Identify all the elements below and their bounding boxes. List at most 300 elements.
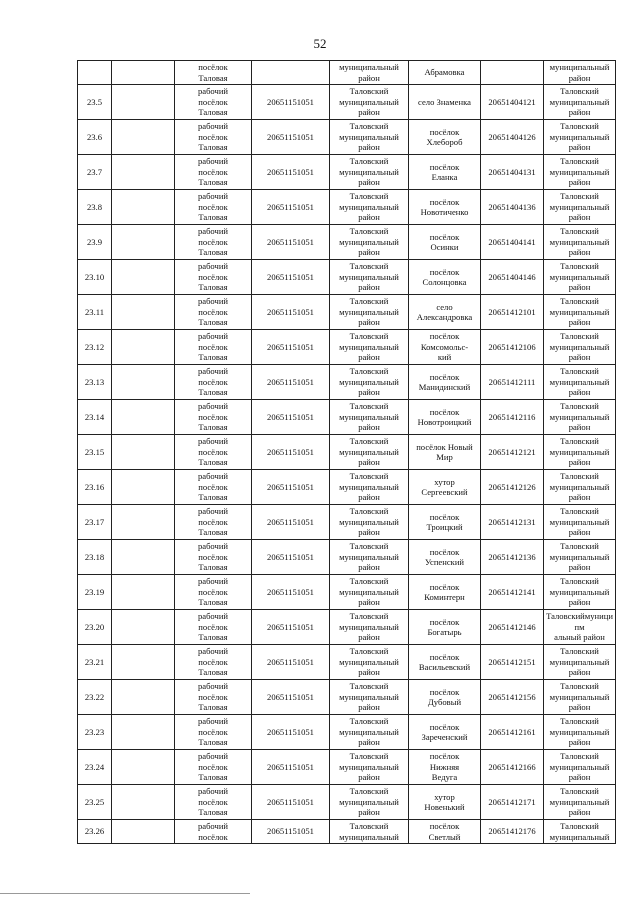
cell-region-line: муниципальный bbox=[549, 306, 610, 317]
cell-district-line: Таловский bbox=[349, 821, 389, 832]
cell-region bbox=[544, 365, 616, 400]
cell-district bbox=[330, 295, 409, 330]
cell-region bbox=[544, 470, 616, 505]
table-row bbox=[78, 645, 616, 680]
cell-district-line: муниципальный bbox=[339, 131, 399, 142]
cell-blank bbox=[112, 505, 175, 540]
cell-region-line: муниципальный bbox=[549, 656, 610, 667]
cell-district-line: муниципальный bbox=[339, 796, 399, 807]
cell-blank bbox=[112, 120, 175, 155]
cell-settlement bbox=[175, 435, 252, 470]
cell-district-line: район bbox=[358, 387, 380, 398]
cell-settlement-line: посёлок bbox=[198, 831, 228, 842]
cell-region-line: Таловский bbox=[560, 716, 599, 727]
cell-oktmo: 20651151051 bbox=[252, 505, 330, 540]
cell-oktmo: 20651151051 bbox=[252, 190, 330, 225]
cell-settlement-line: рабочий bbox=[197, 751, 229, 762]
cell-region-line: муниципальный bbox=[549, 551, 610, 562]
cell-region bbox=[544, 820, 616, 844]
table-row bbox=[78, 435, 616, 470]
cell-district bbox=[330, 61, 409, 85]
cell-settlement-line: посёлок bbox=[198, 201, 228, 212]
cell-district-line: Таловский bbox=[349, 541, 389, 552]
cell-blank bbox=[112, 435, 175, 470]
cell-settlement-line: посёлок bbox=[198, 796, 228, 807]
cell-settlement bbox=[175, 505, 252, 540]
cell-blank bbox=[112, 645, 175, 680]
cell-code: 20651412121 bbox=[481, 435, 544, 470]
cell-district-line: муниципальный bbox=[339, 481, 399, 492]
cell-settlement-line: рабочий bbox=[197, 471, 229, 482]
cell-district-line: район bbox=[358, 317, 380, 328]
bottom-rule bbox=[0, 893, 250, 894]
cell-settlement-line: посёлок bbox=[198, 271, 228, 282]
cell-settlement bbox=[175, 365, 252, 400]
cell-region bbox=[544, 295, 616, 330]
cell-locality-line: Осинки bbox=[430, 242, 459, 252]
cell-region-line: район bbox=[568, 492, 591, 503]
cell-locality-line: Мир bbox=[436, 452, 453, 462]
cell-district bbox=[330, 820, 409, 844]
cell-blank bbox=[112, 680, 175, 715]
cell-region-line: альный район bbox=[554, 632, 605, 643]
cell-settlement bbox=[175, 61, 252, 85]
cell-district bbox=[330, 400, 409, 435]
cell-code: 20651412111 bbox=[481, 365, 544, 400]
cell-settlement-line: Таловая bbox=[198, 142, 228, 153]
cell-district bbox=[330, 365, 409, 400]
cell-settlement-line: рабочий bbox=[197, 611, 229, 622]
cell-settlement bbox=[175, 785, 252, 820]
cell-district bbox=[330, 470, 409, 505]
cell-settlement-line: рабочий bbox=[197, 86, 229, 97]
cell-region bbox=[544, 61, 616, 85]
cell-locality-line: Васильевский bbox=[418, 662, 471, 672]
cell-settlement-line: Таловая bbox=[198, 597, 228, 608]
cell-code: 20651412156 bbox=[481, 680, 544, 715]
cell-settlement bbox=[175, 260, 252, 295]
cell-district bbox=[330, 505, 409, 540]
cell-region-line: район bbox=[568, 72, 591, 83]
cell-oktmo: 20651151051 bbox=[252, 575, 330, 610]
cell-district bbox=[330, 540, 409, 575]
cell-blank bbox=[112, 750, 175, 785]
cell-district-line: Таловский bbox=[349, 436, 389, 447]
cell-region-line: Таловский bbox=[560, 506, 599, 517]
cell-region-line: Таловский bbox=[560, 646, 599, 657]
cell-oktmo: 20651151051 bbox=[252, 155, 330, 190]
cell-settlement-line: Таловая bbox=[198, 772, 228, 783]
cell-settlement-line: посёлок bbox=[198, 586, 228, 597]
cell-district-line: район bbox=[358, 527, 380, 538]
cell-locality-line: кий bbox=[437, 352, 452, 363]
cell-settlement-line: Таловая bbox=[198, 457, 228, 468]
cell-district-line: Таловский bbox=[349, 681, 389, 692]
cell-number: 23.21 bbox=[78, 645, 112, 680]
cell-district-line: Таловский bbox=[349, 366, 389, 377]
cell-settlement bbox=[175, 610, 252, 645]
cell-oktmo: 20651151051 bbox=[252, 295, 330, 330]
cell-settlement bbox=[175, 225, 252, 260]
cell-locality-line: Александровка bbox=[416, 312, 473, 322]
cell-oktmo: 20651151051 bbox=[252, 715, 330, 750]
table-row bbox=[78, 820, 616, 844]
cell-district-line: Таловский bbox=[349, 786, 389, 797]
cell-region-line: муниципальный bbox=[549, 201, 610, 212]
cell-blank bbox=[112, 295, 175, 330]
cell-locality bbox=[409, 540, 481, 575]
cell-oktmo: 20651151051 bbox=[252, 85, 330, 120]
cell-region-line: муниципальный bbox=[549, 166, 610, 177]
cell-oktmo: 20651151051 bbox=[252, 330, 330, 365]
cell-settlement-line: Таловая bbox=[198, 72, 228, 83]
cell-locality bbox=[409, 610, 481, 645]
cell-locality bbox=[409, 400, 481, 435]
cell-district bbox=[330, 120, 409, 155]
cell-region-line: Таловский bbox=[560, 541, 599, 552]
cell-number: 23.12 bbox=[78, 330, 112, 365]
cell-locality-line: посёлок bbox=[429, 616, 460, 627]
cell-code: 20651412176 bbox=[481, 820, 544, 844]
cell-district-line: Таловский bbox=[349, 471, 389, 482]
cell-district-line: муниципальный bbox=[339, 551, 399, 562]
table-row bbox=[78, 540, 616, 575]
cell-district-line: Таловский bbox=[349, 261, 389, 272]
cell-region-line: муниципальный bbox=[549, 96, 610, 107]
cell-locality-line: посёлок bbox=[429, 581, 460, 592]
settlements-table bbox=[77, 60, 616, 844]
cell-settlement-line: Таловая bbox=[198, 632, 228, 643]
cell-oktmo: 20651151051 bbox=[252, 365, 330, 400]
cell-settlement-line: Таловая bbox=[198, 282, 228, 293]
cell-settlement-line: рабочий bbox=[197, 156, 229, 167]
table-row bbox=[78, 400, 616, 435]
table-row bbox=[78, 260, 616, 295]
cell-settlement-line: рабочий bbox=[197, 821, 229, 832]
cell-district bbox=[330, 85, 409, 120]
cell-locality-line: посёлок bbox=[429, 721, 460, 732]
cell-oktmo: 20651151051 bbox=[252, 820, 330, 844]
cell-region-line: муниципальный bbox=[549, 411, 610, 422]
table-row bbox=[78, 785, 616, 820]
cell-settlement-line: рабочий bbox=[197, 716, 229, 727]
cell-settlement bbox=[175, 820, 252, 844]
cell-settlement bbox=[175, 85, 252, 120]
cell-locality-line: Нижняя bbox=[429, 761, 460, 772]
cell-district-line: Таловский bbox=[349, 611, 389, 622]
table-row bbox=[78, 190, 616, 225]
table-row bbox=[78, 365, 616, 400]
cell-region-line: район bbox=[568, 562, 591, 573]
cell-blank bbox=[112, 540, 175, 575]
cell-region bbox=[544, 750, 616, 785]
page-number: 52 bbox=[313, 36, 327, 51]
cell-district bbox=[330, 225, 409, 260]
cell-settlement-line: Таловая bbox=[198, 317, 228, 328]
cell-region-line: муниципальный bbox=[549, 516, 610, 527]
cell-district bbox=[330, 260, 409, 295]
cell-number bbox=[78, 61, 112, 85]
cell-settlement-line: рабочий bbox=[197, 541, 229, 552]
cell-settlement bbox=[175, 750, 252, 785]
cell-settlement-line: рабочий bbox=[197, 646, 229, 657]
cell-district-line: Таловский bbox=[349, 191, 389, 202]
cell-settlement-line: посёлок bbox=[198, 62, 228, 73]
cell-settlement-line: Таловая bbox=[198, 807, 228, 818]
cell-locality bbox=[409, 260, 481, 295]
cell-locality-line: Светлый bbox=[428, 831, 461, 842]
cell-region bbox=[544, 400, 616, 435]
cell-region-line: район bbox=[568, 527, 591, 538]
cell-region-line: муниципальный bbox=[549, 62, 610, 73]
cell-region-line: район bbox=[568, 107, 591, 118]
cell-settlement-line: посёлок bbox=[198, 481, 228, 492]
cell-settlement-line: Таловая bbox=[198, 492, 228, 503]
cell-district-line: муниципальный bbox=[339, 831, 399, 842]
cell-locality-line: посёлок bbox=[429, 406, 460, 417]
cell-district bbox=[330, 680, 409, 715]
cell-number: 23.9 bbox=[78, 225, 112, 260]
cell-district-line: муниципальный bbox=[339, 761, 399, 772]
cell-number: 23.5 bbox=[78, 85, 112, 120]
cell-settlement-line: Таловая bbox=[198, 107, 228, 118]
cell-locality-line: Солонцовка bbox=[422, 277, 467, 287]
cell-district bbox=[330, 750, 409, 785]
cell-district-line: район bbox=[358, 352, 380, 363]
cell-blank bbox=[112, 365, 175, 400]
cell-region-line: Таловский bbox=[560, 786, 599, 797]
table-row bbox=[78, 715, 616, 750]
cell-locality-line: Новотиченко bbox=[420, 207, 469, 217]
cell-locality-line: посёлок bbox=[429, 266, 460, 277]
table-row bbox=[78, 155, 616, 190]
cell-district-line: Таловский bbox=[349, 716, 389, 727]
cell-region bbox=[544, 645, 616, 680]
cell-settlement-line: рабочий bbox=[197, 401, 229, 412]
cell-region-line: район bbox=[568, 667, 591, 678]
cell-district bbox=[330, 785, 409, 820]
cell-region-line: Таловский bbox=[560, 121, 599, 132]
cell-district-line: Таловский bbox=[349, 331, 389, 342]
cell-district-line: район bbox=[358, 772, 380, 783]
cell-locality-line: Комсомольс- bbox=[420, 341, 469, 352]
cell-number: 23.13 bbox=[78, 365, 112, 400]
cell-region bbox=[544, 330, 616, 365]
cell-blank bbox=[112, 225, 175, 260]
cell-locality-line: посёлок bbox=[429, 161, 460, 172]
cell-settlement-line: рабочий bbox=[197, 331, 229, 342]
cell-district-line: район bbox=[358, 107, 380, 118]
cell-district-line: район bbox=[358, 562, 380, 573]
cell-blank bbox=[112, 61, 175, 85]
cell-locality-line: Успенский bbox=[424, 557, 465, 567]
cell-region-line: Таловский bbox=[560, 576, 599, 587]
cell-region bbox=[544, 155, 616, 190]
cell-locality bbox=[409, 680, 481, 715]
cell-district-line: муниципальный bbox=[339, 96, 399, 107]
cell-settlement-line: посёлок bbox=[198, 621, 228, 632]
cell-number: 23.7 bbox=[78, 155, 112, 190]
cell-district-line: Таловский bbox=[349, 86, 389, 97]
cell-settlement-line: посёлок bbox=[198, 306, 228, 317]
cell-settlement-line: рабочий bbox=[197, 226, 229, 237]
table-row bbox=[78, 295, 616, 330]
cell-region-line: Таловский bbox=[560, 366, 599, 377]
cell-settlement-line: Таловая bbox=[198, 247, 228, 258]
cell-region-line: Таловский bbox=[560, 86, 599, 97]
cell-region-line: район bbox=[568, 142, 591, 153]
cell-code: 20651412141 bbox=[481, 575, 544, 610]
cell-number: 23.10 bbox=[78, 260, 112, 295]
cell-settlement-line: Таловая bbox=[198, 422, 228, 433]
cell-locality bbox=[409, 820, 481, 844]
cell-blank bbox=[112, 785, 175, 820]
cell-region-line: район bbox=[568, 772, 591, 783]
cell-district-line: муниципальный bbox=[339, 411, 399, 422]
cell-locality-line: Ведуга bbox=[431, 772, 458, 783]
cell-code: 20651412146 bbox=[481, 610, 544, 645]
cell-region-line: муниципальный bbox=[549, 726, 610, 737]
cell-locality bbox=[409, 435, 481, 470]
cell-code: 20651404131 bbox=[481, 155, 544, 190]
cell-settlement-line: рабочий bbox=[197, 506, 229, 517]
cell-locality-line: посёлок bbox=[429, 821, 460, 832]
cell-region-line: район bbox=[568, 807, 591, 818]
table-row bbox=[78, 505, 616, 540]
cell-region-line: Таловский bbox=[560, 751, 599, 762]
cell-district-line: район bbox=[358, 702, 380, 713]
cell-region-line: муниципальный bbox=[549, 236, 610, 247]
cell-region-line: муниципальный bbox=[549, 376, 610, 387]
cell-locality-line: Сергеевский bbox=[421, 487, 468, 497]
cell-region-line: Таловский bbox=[560, 261, 599, 272]
cell-region-line: муниципальный bbox=[549, 831, 610, 842]
cell-district-line: Таловский bbox=[349, 226, 389, 237]
cell-locality-line: посёлок bbox=[429, 126, 460, 137]
cell-district-line: муниципальный bbox=[339, 726, 399, 737]
cell-code: 20651404136 bbox=[481, 190, 544, 225]
cell-code: 20651412161 bbox=[481, 715, 544, 750]
table-row bbox=[78, 575, 616, 610]
cell-settlement-line: посёлок bbox=[198, 376, 228, 387]
cell-district-line: район bbox=[358, 667, 380, 678]
cell-settlement-line: посёлок bbox=[198, 656, 228, 667]
cell-oktmo: 20651151051 bbox=[252, 260, 330, 295]
table-row bbox=[78, 330, 616, 365]
cell-settlement-line: рабочий bbox=[197, 191, 229, 202]
cell-region bbox=[544, 785, 616, 820]
cell-region-line: муниципальный bbox=[549, 271, 610, 282]
cell-region bbox=[544, 680, 616, 715]
cell-code: 20651404126 bbox=[481, 120, 544, 155]
cell-settlement-line: посёлок bbox=[198, 551, 228, 562]
cell-settlement-line: посёлок bbox=[198, 516, 228, 527]
cell-code: 20651404146 bbox=[481, 260, 544, 295]
cell-settlement bbox=[175, 715, 252, 750]
cell-district-line: Таловский bbox=[349, 401, 389, 412]
cell-locality bbox=[409, 330, 481, 365]
cell-locality-line: посёлок bbox=[429, 546, 460, 557]
cell-district-line: район bbox=[358, 422, 380, 433]
cell-locality bbox=[409, 715, 481, 750]
cell-settlement-line: посёлок bbox=[198, 691, 228, 702]
cell-locality-line: посёлок bbox=[429, 231, 460, 242]
cell-locality bbox=[409, 575, 481, 610]
cell-district-line: муниципальный bbox=[339, 62, 399, 73]
cell-district-line: Таловский bbox=[349, 121, 389, 132]
cell-district bbox=[330, 575, 409, 610]
cell-oktmo: 20651151051 bbox=[252, 225, 330, 260]
cell-settlement-line: посёлок bbox=[198, 726, 228, 737]
cell-region bbox=[544, 190, 616, 225]
cell-settlement bbox=[175, 680, 252, 715]
cell-region bbox=[544, 120, 616, 155]
cell-oktmo: 20651151051 bbox=[252, 680, 330, 715]
table-body bbox=[78, 61, 616, 844]
cell-settlement bbox=[175, 295, 252, 330]
cell-region-line: муниципальный bbox=[549, 691, 610, 702]
cell-district-line: муниципальный bbox=[339, 271, 399, 282]
cell-district-line: муниципальный bbox=[339, 166, 399, 177]
cell-oktmo bbox=[252, 61, 330, 85]
cell-number: 23.23 bbox=[78, 715, 112, 750]
cell-settlement-line: Таловая bbox=[198, 212, 228, 223]
cell-settlement-line: посёлок bbox=[198, 166, 228, 177]
cell-district bbox=[330, 435, 409, 470]
cell-district-line: район bbox=[358, 282, 380, 293]
cell-locality bbox=[409, 645, 481, 680]
cell-number: 23.19 bbox=[78, 575, 112, 610]
cell-settlement-line: Таловая bbox=[198, 737, 228, 748]
cell-settlement-line: Таловая bbox=[198, 702, 228, 713]
cell-code: 20651404141 bbox=[481, 225, 544, 260]
cell-locality-line: посёлок bbox=[429, 751, 460, 762]
cell-settlement bbox=[175, 120, 252, 155]
cell-settlement-line: Таловая bbox=[198, 527, 228, 538]
cell-number: 23.8 bbox=[78, 190, 112, 225]
cell-blank bbox=[112, 155, 175, 190]
cell-district bbox=[330, 645, 409, 680]
cell-locality-line: Богатырь bbox=[427, 627, 462, 637]
cell-region-line: Таловский bbox=[560, 821, 599, 832]
cell-code bbox=[481, 61, 544, 85]
cell-blank bbox=[112, 400, 175, 435]
cell-locality bbox=[409, 295, 481, 330]
cell-region-line: район bbox=[568, 247, 591, 258]
cell-blank bbox=[112, 610, 175, 645]
cell-oktmo: 20651151051 bbox=[252, 610, 330, 645]
cell-region-line: район bbox=[568, 702, 591, 713]
cell-region-line: район bbox=[568, 387, 591, 398]
cell-locality bbox=[409, 155, 481, 190]
cell-district-line: район bbox=[358, 142, 380, 153]
cell-number: 23.22 bbox=[78, 680, 112, 715]
cell-settlement-line: Таловая bbox=[198, 387, 228, 398]
cell-number: 23.6 bbox=[78, 120, 112, 155]
cell-number: 23.18 bbox=[78, 540, 112, 575]
cell-locality-line: Абрамовка bbox=[424, 67, 465, 78]
cell-settlement bbox=[175, 190, 252, 225]
cell-district-line: Таловский bbox=[349, 751, 389, 762]
cell-district-line: Таловский bbox=[349, 296, 389, 307]
cell-district-line: муниципальный bbox=[339, 376, 399, 387]
cell-region bbox=[544, 505, 616, 540]
cell-settlement-line: посёлок bbox=[198, 236, 228, 247]
cell-settlement-line: посёлок bbox=[198, 341, 228, 352]
cell-locality-line: село Знаменка bbox=[418, 96, 471, 107]
cell-blank bbox=[112, 715, 175, 750]
cell-oktmo: 20651151051 bbox=[252, 470, 330, 505]
